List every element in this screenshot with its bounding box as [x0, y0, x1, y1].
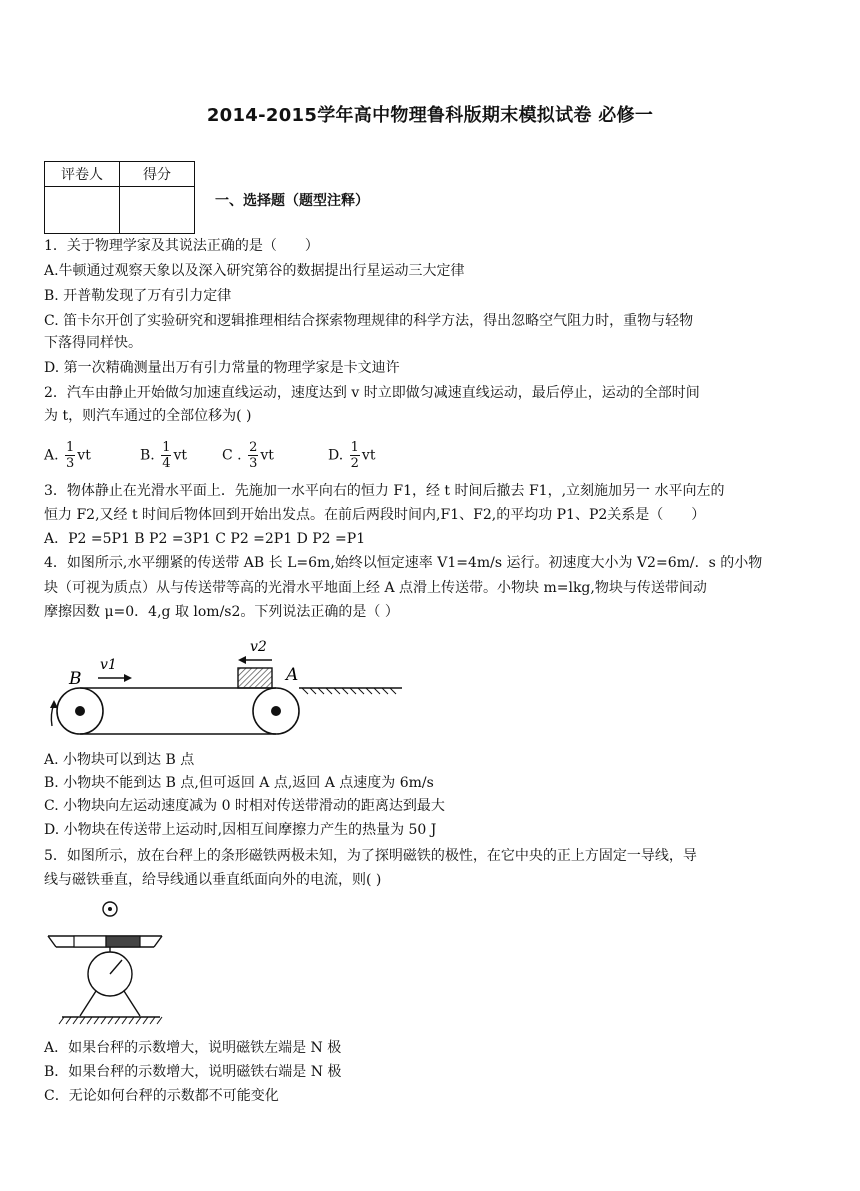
q5-option-b: B．如果台秤的示数增大，说明磁铁右端是 N 极 — [44, 1064, 342, 1080]
q4-stem-line2: 块（可视为质点）从与传送带等高的光滑水平地面上经 A 点滑上传送带。小物块 m=lkg,物块与传送带间动 — [44, 580, 707, 596]
q4-stem-line3: 摩擦因数 μ=0．4,g 取 lom/s2。下列说法正确的是（ ） — [44, 604, 399, 620]
reviewer-header: 评卷人 — [45, 162, 120, 187]
score-table — [44, 161, 195, 234]
reviewer-cell[interactable] — [45, 187, 120, 234]
section-heading: 一、选择题（题型注释） — [215, 193, 369, 209]
q2-stem-line2: 为 t，则汽车通过的全部位移为( ) — [44, 408, 252, 424]
label-b: B — [69, 669, 82, 689]
q1-option-d: D. 第一次精确测量出万有引力常量的物理学家是卡文迪许 — [44, 360, 400, 376]
q3-stem-line2: 恒力 F2,又经 t 时间后物体回到开始出发点。在前后两段时间内,F1、F2,的平均功 P1、P2关系是（ ） — [44, 507, 706, 523]
block — [238, 668, 272, 688]
fraction: $\frac{1}{4}$ — [162, 440, 171, 471]
q2-option-c: C . $\frac{2}{3}$ vt — [222, 440, 274, 471]
score-header: 得分 — [120, 162, 195, 187]
q2-option-a: A. $\frac{1}{3}$ vt — [44, 440, 91, 471]
page-title: 2014-2015学年高中物理鲁科版期末模拟试卷 必修一 — [206, 105, 654, 126]
magnet-right-half — [106, 936, 140, 947]
q1-option-c-line2: 下落得同样快。 — [44, 335, 142, 351]
q2-option-b: B. $\frac{1}{4}$ vt — [140, 440, 188, 471]
v2-label: v2 — [250, 639, 267, 655]
q2-option-d: D. $\frac{1}{2}$ vt — [328, 440, 376, 471]
fraction: $\frac{1}{3}$ — [66, 440, 75, 471]
q1-stem: 1．关于物理学家及其说法正确的是（ ） — [44, 238, 319, 254]
conveyor-belt-figure — [40, 636, 410, 746]
q4-option-a: A. 小物块可以到达 B 点 — [44, 752, 195, 768]
q3-stem-line1: 3．物体静止在光滑水平面上．先施加一水平向右的恒力 F1，经 t 时间后撤去 F1，,立刻施加另一 水平向左的 — [44, 483, 725, 499]
label-a: A — [286, 665, 299, 685]
scale-magnet-figure — [44, 896, 174, 1032]
v1-label: v1 — [100, 657, 117, 673]
q1-option-c-line1: C. 笛卡尔开创了实验研究和逻辑推理相结合探索物理规律的科学方法，得出忽略空气阻力时，重物与轻物 — [44, 313, 694, 329]
fraction: $\frac{1}{2}$ — [350, 440, 359, 471]
q5-option-a: A．如果台秤的示数增大，说明磁铁左端是 N 极 — [44, 1040, 342, 1056]
q3-options: A．P2 =5P1 B P2 =3P1 C P2 =2P1 D P2 =P1 — [44, 531, 366, 547]
q1-option-b: B. 开普勒发现了万有引力定律 — [44, 288, 232, 304]
fraction: $\frac{2}{3}$ — [249, 440, 258, 471]
q4-option-d: D. 小物块在传送带上运动时,因相互间摩擦力产生的热量为 50 J — [44, 822, 437, 838]
q5-stem-line1: 5．如图所示，放在台秤上的条形磁铁两极未知，为了探明磁铁的极性，在它中央的正上方固定一导线，导 — [44, 848, 697, 864]
magnet-left-half — [74, 936, 106, 947]
q4-option-c: C. 小物块向左运动速度减为 0 时相对传送带滑动的距离达到最大 — [44, 798, 445, 814]
q5-option-c: C．无论如何台秤的示数都不可能变化 — [44, 1088, 279, 1104]
q1-option-a: A.牛顿通过观察天象以及深入研究第谷的数据提出行星运动三大定律 — [44, 263, 465, 279]
score-cell[interactable] — [120, 187, 195, 234]
q4-option-b: B. 小物块不能到达 B 点,但可返回 A 点,返回 A 点速度为 6m/s — [44, 775, 434, 791]
q4-stem-line1: 4．如图所示,水平绷紧的传送带 AB 长 L=6m,始终以恒定速率 V1=4m/s 运行。初速度大小为 V2=6m/．s 的小物 — [44, 555, 763, 571]
q2-stem-line1: 2．汽车由静止开始做匀加速直线运动，速度达到 v 时立即做匀减速直线运动，最后停止，运动的全部时间 — [44, 385, 700, 401]
q5-stem-line2: 线与磁铁垂直，给导线通以垂直纸面向外的电流，则( ) — [44, 872, 382, 888]
